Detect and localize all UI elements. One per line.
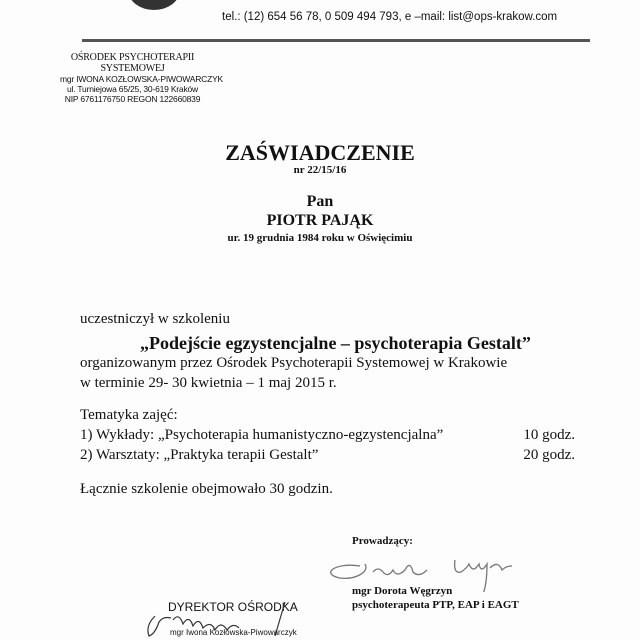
stamp-line: mgr IWONA KOZŁOWSKA-PIWOWARCZYK xyxy=(60,74,224,84)
director-label: DYREKTOR OŚRODKA xyxy=(168,600,298,614)
document-number: nr 22/15/16 xyxy=(293,164,347,176)
salutation: Pan xyxy=(306,193,334,210)
body-text: w terminie 29- 30 kwietnia – 1 maj 2015 r. xyxy=(80,375,337,391)
topic-hours: 10 godz. xyxy=(523,427,575,443)
body-text: uczestniczył w szkoleniu xyxy=(80,311,230,327)
director-name: mgr Iwona Kozłowska-Piwowarczyk xyxy=(170,628,297,637)
course-title: „Podejście egzystencjalne – psychoterapia Gestalt” xyxy=(140,333,531,353)
topics-heading: Tematyka zajęć: xyxy=(80,407,178,423)
instructor-label: Prowadzący: xyxy=(352,535,413,547)
birth-info: ur. 19 grudnia 1984 roku w Oświęcimiu xyxy=(227,232,413,244)
stamp-line: OŚRODEK PSYCHOTERAPII xyxy=(70,52,195,63)
stamp-line: NIP 6761176750 REGON 122660839 xyxy=(64,94,201,104)
document-title: ZAŚWIADCZENIE xyxy=(225,140,415,165)
header-divider xyxy=(82,39,590,42)
logo xyxy=(128,0,180,10)
letterhead-contact: tel.: (12) 654 56 78, 0 509 494 793, e –mail: list@ops-krakow.com xyxy=(222,11,558,23)
stamp-line: ul. Turniejowa 65/25, 30-619 Kraków xyxy=(67,84,198,94)
topic-hours: 20 godz. xyxy=(523,447,575,463)
instructor-title: psychoterapeuta PTP, EAP i EAGT xyxy=(352,599,519,611)
topic-item: 2) Warsztaty: „Praktyka terapii Gestalt” xyxy=(80,447,319,463)
instructor-name: mgr Dorota Węgrzyn xyxy=(352,585,453,597)
topic-item: 1) Wykłady: „Psychoterapia humanistyczno-egzystencjalna” xyxy=(80,427,444,443)
total-hours: Łącznie szkolenie obejmowało 30 godzin. xyxy=(80,481,333,497)
recipient-name: PIOTR PAJĄK xyxy=(266,212,374,229)
body-text: organizowanym przez Ośrodek Psychoterapii Systemowej w Krakowie xyxy=(80,355,508,371)
stamp-line: SYSTEMOWEJ xyxy=(100,63,165,74)
